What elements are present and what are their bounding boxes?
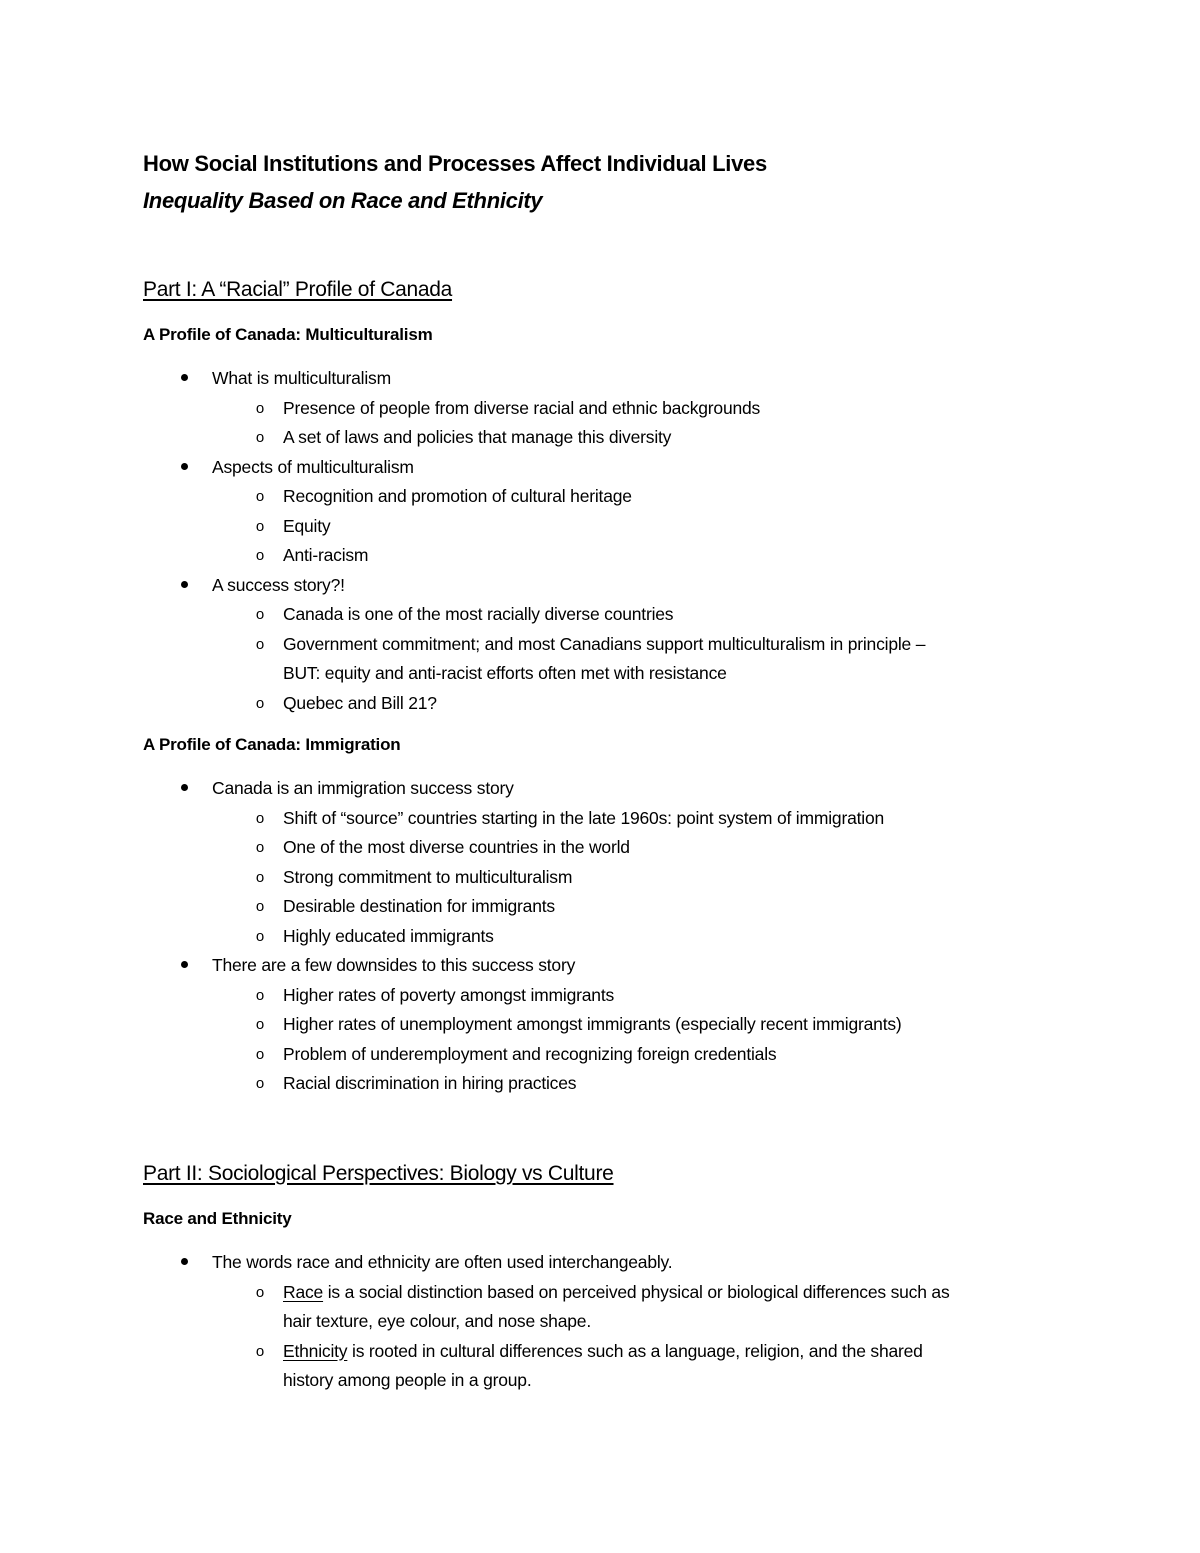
sub-list-item-text: A set of laws and policies that manage this diversity — [283, 427, 672, 447]
sub-list-item-text: Canada is one of the most racially diverse countries — [283, 604, 674, 624]
sub-list-item-text: Government commitment; and most Canadians support multiculturalism in principle – — [283, 633, 926, 654]
multiculturalism-list — [143, 364, 1103, 718]
sub-list-item-text: Quebec and Bill 21? — [283, 692, 437, 713]
sub-list-item — [143, 689, 1103, 719]
sub-list-item — [143, 1337, 1103, 1396]
sub-list-item-text: Strong commitment to multiculturalism — [283, 866, 573, 887]
sub-bullet-icon: o — [255, 986, 265, 1004]
list-item — [143, 364, 1103, 394]
sub-bullet-icon: o — [255, 868, 265, 886]
sub-list-item-text — [283, 1337, 1103, 1367]
sub-bullet-icon: o — [255, 898, 265, 915]
sub-bullet-icon: o — [255, 635, 265, 653]
sub-list-item — [143, 981, 1103, 1011]
sub-bullet-icon: o — [255, 809, 265, 827]
sub-bullet-icon: o — [255, 1342, 265, 1360]
bullet-icon — [174, 453, 194, 483]
bullet-icon — [174, 364, 194, 394]
definition-text: is rooted in cultural differences such as a language, religion, and the shared — [347, 1340, 923, 1361]
sub-list-item-text: Equity — [283, 515, 331, 536]
sub-list-item — [143, 600, 1103, 630]
list-item — [143, 774, 1103, 804]
sub-list-item — [143, 922, 1103, 952]
bullet-icon — [174, 1248, 194, 1278]
document-title — [143, 145, 1103, 219]
sub-list-item-text: Recognition and promotion of cultural heritage — [283, 486, 632, 506]
sub-bullet-icon: o — [255, 517, 265, 535]
list-item — [143, 453, 1103, 483]
sub-bullet-icon: o — [255, 606, 265, 623]
sub-bullet-icon: o — [255, 839, 265, 856]
sub-list-item — [143, 630, 1103, 689]
sub-list-item — [143, 892, 1103, 922]
list-item-text: What is multiculturalism — [212, 368, 391, 388]
sub-list-item-text-continued: history among people in a group. — [283, 1370, 532, 1390]
sub-list-item — [143, 1069, 1103, 1099]
sub-bullet-icon: o — [255, 1045, 265, 1063]
sub-list-item — [143, 833, 1103, 863]
sub-bullet-icon: o — [255, 488, 265, 505]
sub-list-item — [143, 512, 1103, 542]
list-item-text: There are a few downsides to this success story — [212, 955, 576, 975]
sub-list-item — [143, 423, 1103, 453]
sub-list-item-text: Desirable destination for immigrants — [283, 896, 555, 916]
sub-list-item — [143, 541, 1103, 571]
sub-list-item-text: Shift of “source” countries starting in the late 1960s: point system of immigration — [283, 807, 885, 828]
sub-list-item — [143, 482, 1103, 512]
sub-list-item-text: Higher rates of unemployment amongst immigrants (especially recent immigrants) — [283, 1014, 902, 1034]
definition-text: is a social distinction based on perceived physical or biological differences such as — [323, 1281, 950, 1302]
sub-list-item — [143, 863, 1103, 893]
bullet-icon — [174, 951, 194, 981]
sub-list-item — [143, 394, 1103, 424]
sub-bullet-icon: o — [255, 399, 265, 417]
title-line-1: How Social Institutions and Processes Affect Individual Lives — [143, 151, 767, 176]
sub-list-item — [143, 1278, 1103, 1337]
part-2-heading: Part II: Sociological Perspectives: Biology vs Culture — [143, 1162, 614, 1185]
list-item — [143, 1248, 1103, 1278]
race-and-ethnicity-heading: Race and Ethnicity — [143, 1209, 292, 1228]
sub-bullet-icon: o — [255, 547, 265, 564]
term-race: Race — [283, 1281, 324, 1302]
sub-list-item-text: Problem of underemployment and recognizing foreign credentials — [283, 1043, 777, 1064]
sub-list-item-text — [283, 1278, 1103, 1308]
immigration-list — [143, 774, 1103, 1099]
sub-list-item — [143, 804, 1103, 834]
sub-bullet-icon: o — [255, 1283, 265, 1301]
list-item — [143, 571, 1103, 601]
sub-bullet-icon: o — [255, 1016, 265, 1033]
list-item-text: Canada is an immigration success story — [212, 778, 514, 798]
list-item-text: The words race and ethnicity are often used interchangeably. — [212, 1252, 673, 1272]
list-item — [143, 951, 1103, 981]
sub-list-item — [143, 1040, 1103, 1070]
part-1-heading: Part I: A “Racial” Profile of Canada — [143, 278, 453, 301]
sub-list-item — [143, 1010, 1103, 1040]
term-ethnicity: Ethnicity — [283, 1340, 348, 1361]
sub-bullet-icon: o — [255, 694, 265, 712]
bullet-icon — [174, 571, 194, 601]
sub-list-item-text: Racial discrimination in hiring practices — [283, 1073, 577, 1093]
sub-list-item-text: Anti-racism — [283, 545, 369, 565]
title-line-2: Inequality Based on Race and Ethnicity — [143, 188, 543, 213]
sub-bullet-icon: o — [255, 429, 265, 446]
immigration-heading: A Profile of Canada: Immigration — [143, 735, 401, 754]
bullet-icon — [174, 774, 194, 804]
sub-bullet-icon: o — [255, 927, 265, 945]
sub-bullet-icon: o — [255, 1075, 265, 1092]
sub-list-item-text: One of the most diverse countries in the world — [283, 837, 630, 857]
list-item-text: A success story?! — [212, 574, 345, 595]
sub-list-item-text: Higher rates of poverty amongst immigrants — [283, 984, 615, 1005]
list-item-text: Aspects of multiculturalism — [212, 456, 414, 477]
multiculturalism-heading: A Profile of Canada: Multiculturalism — [143, 325, 433, 344]
sub-list-item-text-continued: hair texture, eye colour, and nose shape. — [283, 1311, 591, 1331]
sub-list-item-text: Highly educated immigrants — [283, 925, 494, 946]
sub-list-item-text-continued: BUT: equity and anti-racist efforts often met with resistance — [283, 663, 727, 683]
sub-list-item-text: Presence of people from diverse racial and ethnic backgrounds — [283, 397, 761, 418]
race-ethnicity-list — [143, 1248, 1103, 1396]
